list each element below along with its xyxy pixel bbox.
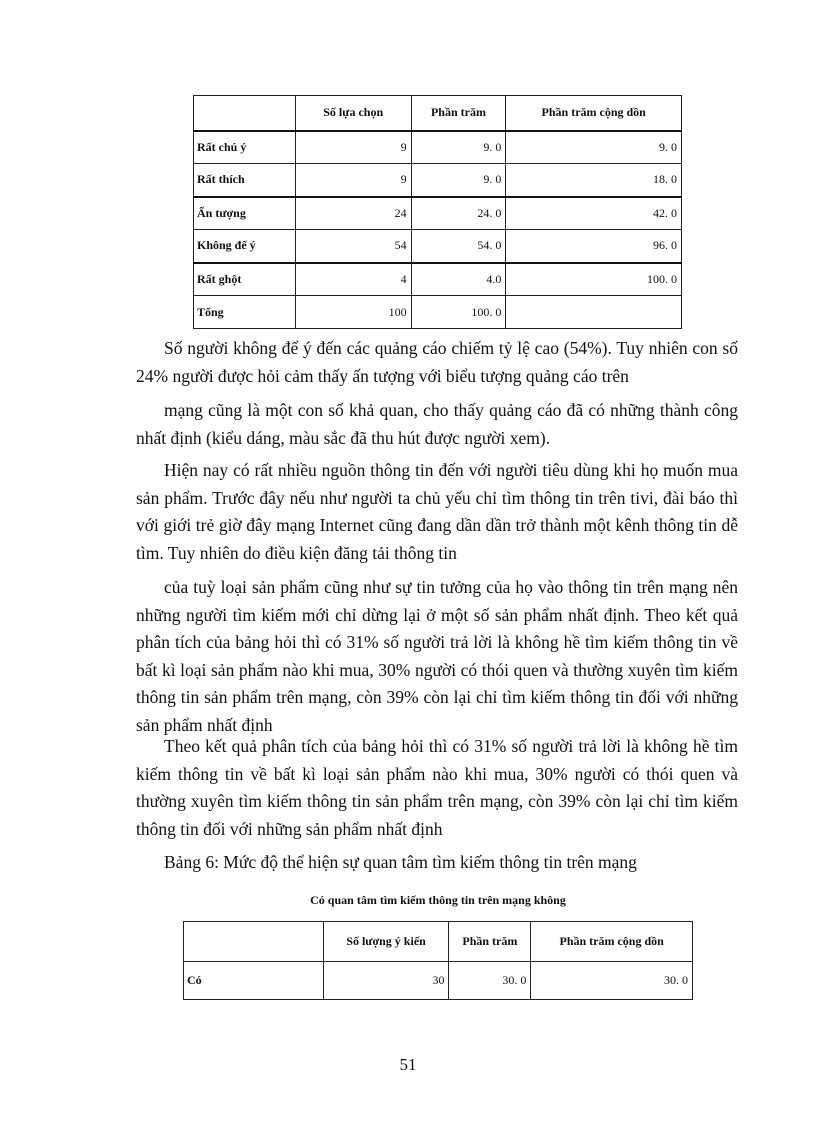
table-header-percent: Phần trăm bbox=[411, 96, 506, 131]
table-header-count: Số lượng ý kiến bbox=[323, 922, 449, 962]
row-label: Có bbox=[184, 962, 324, 1000]
row-count: 30 bbox=[323, 962, 449, 1000]
row-percent: 54. 0 bbox=[411, 230, 506, 263]
row-cumulative: 9. 0 bbox=[506, 131, 682, 164]
table-header-cumulative: Phần trăm cộng dồn bbox=[506, 96, 682, 131]
body-paragraph: Theo kết quả phân tích của bảng hỏi thì có 31% số người trả lời là không hề tìm kiếm thông tin về bất kì loại sản phẩm nào khi mua, 30% người có thói quen và thường xuyên tìm kiếm thông tin sản phẩm trên mạng, còn 39% còn lại chỉ tìm kiếm thông tin đối với những sản phẩm nhất định bbox=[136, 736, 738, 839]
table-header-percent: Phần trăm bbox=[449, 922, 531, 962]
row-percent: 9. 0 bbox=[411, 131, 506, 164]
survey-attention-table bbox=[193, 95, 682, 329]
table-row bbox=[194, 263, 682, 296]
row-count: 4 bbox=[295, 263, 411, 296]
table-title: Có quan tâm tìm kiếm thông tin trên mạng không bbox=[310, 893, 566, 907]
table-header-count: Số lựa chọn bbox=[295, 96, 411, 131]
row-percent: 100. 0 bbox=[411, 296, 506, 329]
body-paragraph: Hiện nay có rất nhiều nguồn thông tin đến với người tiêu dùng khi họ muốn mua sản phẩm. Trước đây nếu như người ta chủ yếu chỉ tìm thông tin trên tivi, đài báo thì với giới trẻ giờ đây mạng Internet cũng đang dần dần trở thành một kênh thông tin dễ tìm. Tuy nhiên do điều kiện đăng tải thông tin bbox=[136, 460, 738, 563]
row-cumulative bbox=[506, 296, 682, 329]
table-caption: Bảng 6: Mức độ thể hiện sự quan tâm tìm kiếm thông tin trên mạng bbox=[164, 852, 637, 872]
page-number: 51 bbox=[399, 1055, 417, 1074]
table-row bbox=[194, 230, 682, 263]
row-count: 100 bbox=[295, 296, 411, 329]
row-percent: 30. 0 bbox=[449, 962, 531, 1000]
table-row-total bbox=[194, 296, 682, 329]
row-label: Tổng bbox=[194, 296, 296, 329]
table-header-empty bbox=[194, 96, 296, 131]
row-percent: 4.0 bbox=[411, 263, 506, 296]
info-search-table bbox=[183, 921, 693, 1000]
row-label: Rất ghột bbox=[194, 263, 296, 296]
row-label: Không để ý bbox=[194, 230, 296, 263]
row-cumulative: 100. 0 bbox=[506, 263, 682, 296]
row-cumulative: 96. 0 bbox=[506, 230, 682, 263]
table-header-row bbox=[194, 96, 682, 131]
row-count: 24 bbox=[295, 197, 411, 230]
table-row bbox=[194, 197, 682, 230]
body-paragraph: của tuỳ loại sản phẩm cũng như sự tin tưởng của họ vào thông tin trên mạng nên những người tìm kiếm mới chỉ dừng lại ở một số sản phẩm nhất định. Theo kết quả phân tích của bảng hỏi thì có 31% số người trả lời là không hề tìm kiếm thông tin về bất kì loại sản phẩm nào khi mua, 30% người có thói quen và thường xuyên tìm kiếm thông tin sản phẩm trên mạng, còn 39% còn lại chỉ tìm kiếm thông tin đối với những sản phẩm nhất định bbox=[136, 577, 738, 735]
row-count: 54 bbox=[295, 230, 411, 263]
table-row bbox=[194, 164, 682, 197]
row-count: 9 bbox=[295, 164, 411, 197]
row-count: 9 bbox=[295, 131, 411, 164]
table-header-cumulative: Phần trăm cộng dồn bbox=[531, 922, 693, 962]
row-label: Ấn tượng bbox=[194, 197, 296, 230]
table-row bbox=[194, 131, 682, 164]
row-label: Rất chú ý bbox=[194, 131, 296, 164]
row-percent: 24. 0 bbox=[411, 197, 506, 230]
table-row bbox=[184, 962, 693, 1000]
row-cumulative: 30. 0 bbox=[531, 962, 693, 1000]
body-paragraph: mạng cũng là một con số khả quan, cho thấy quảng cáo đã có những thành công nhất định (kiểu dáng, màu sắc đã thu hút được người xem). bbox=[136, 400, 738, 448]
table-header-row bbox=[184, 922, 693, 962]
row-percent: 9. 0 bbox=[411, 164, 506, 197]
table-header-empty bbox=[184, 922, 324, 962]
row-label: Rất thích bbox=[194, 164, 296, 197]
row-cumulative: 42. 0 bbox=[506, 197, 682, 230]
body-paragraph: Số người không để ý đến các quảng cáo chiếm tỷ lệ cao (54%). Tuy nhiên con số 24% người được hỏi cảm thấy ấn tượng với biểu tượng quảng cáo trên bbox=[136, 338, 738, 386]
row-cumulative: 18. 0 bbox=[506, 164, 682, 197]
